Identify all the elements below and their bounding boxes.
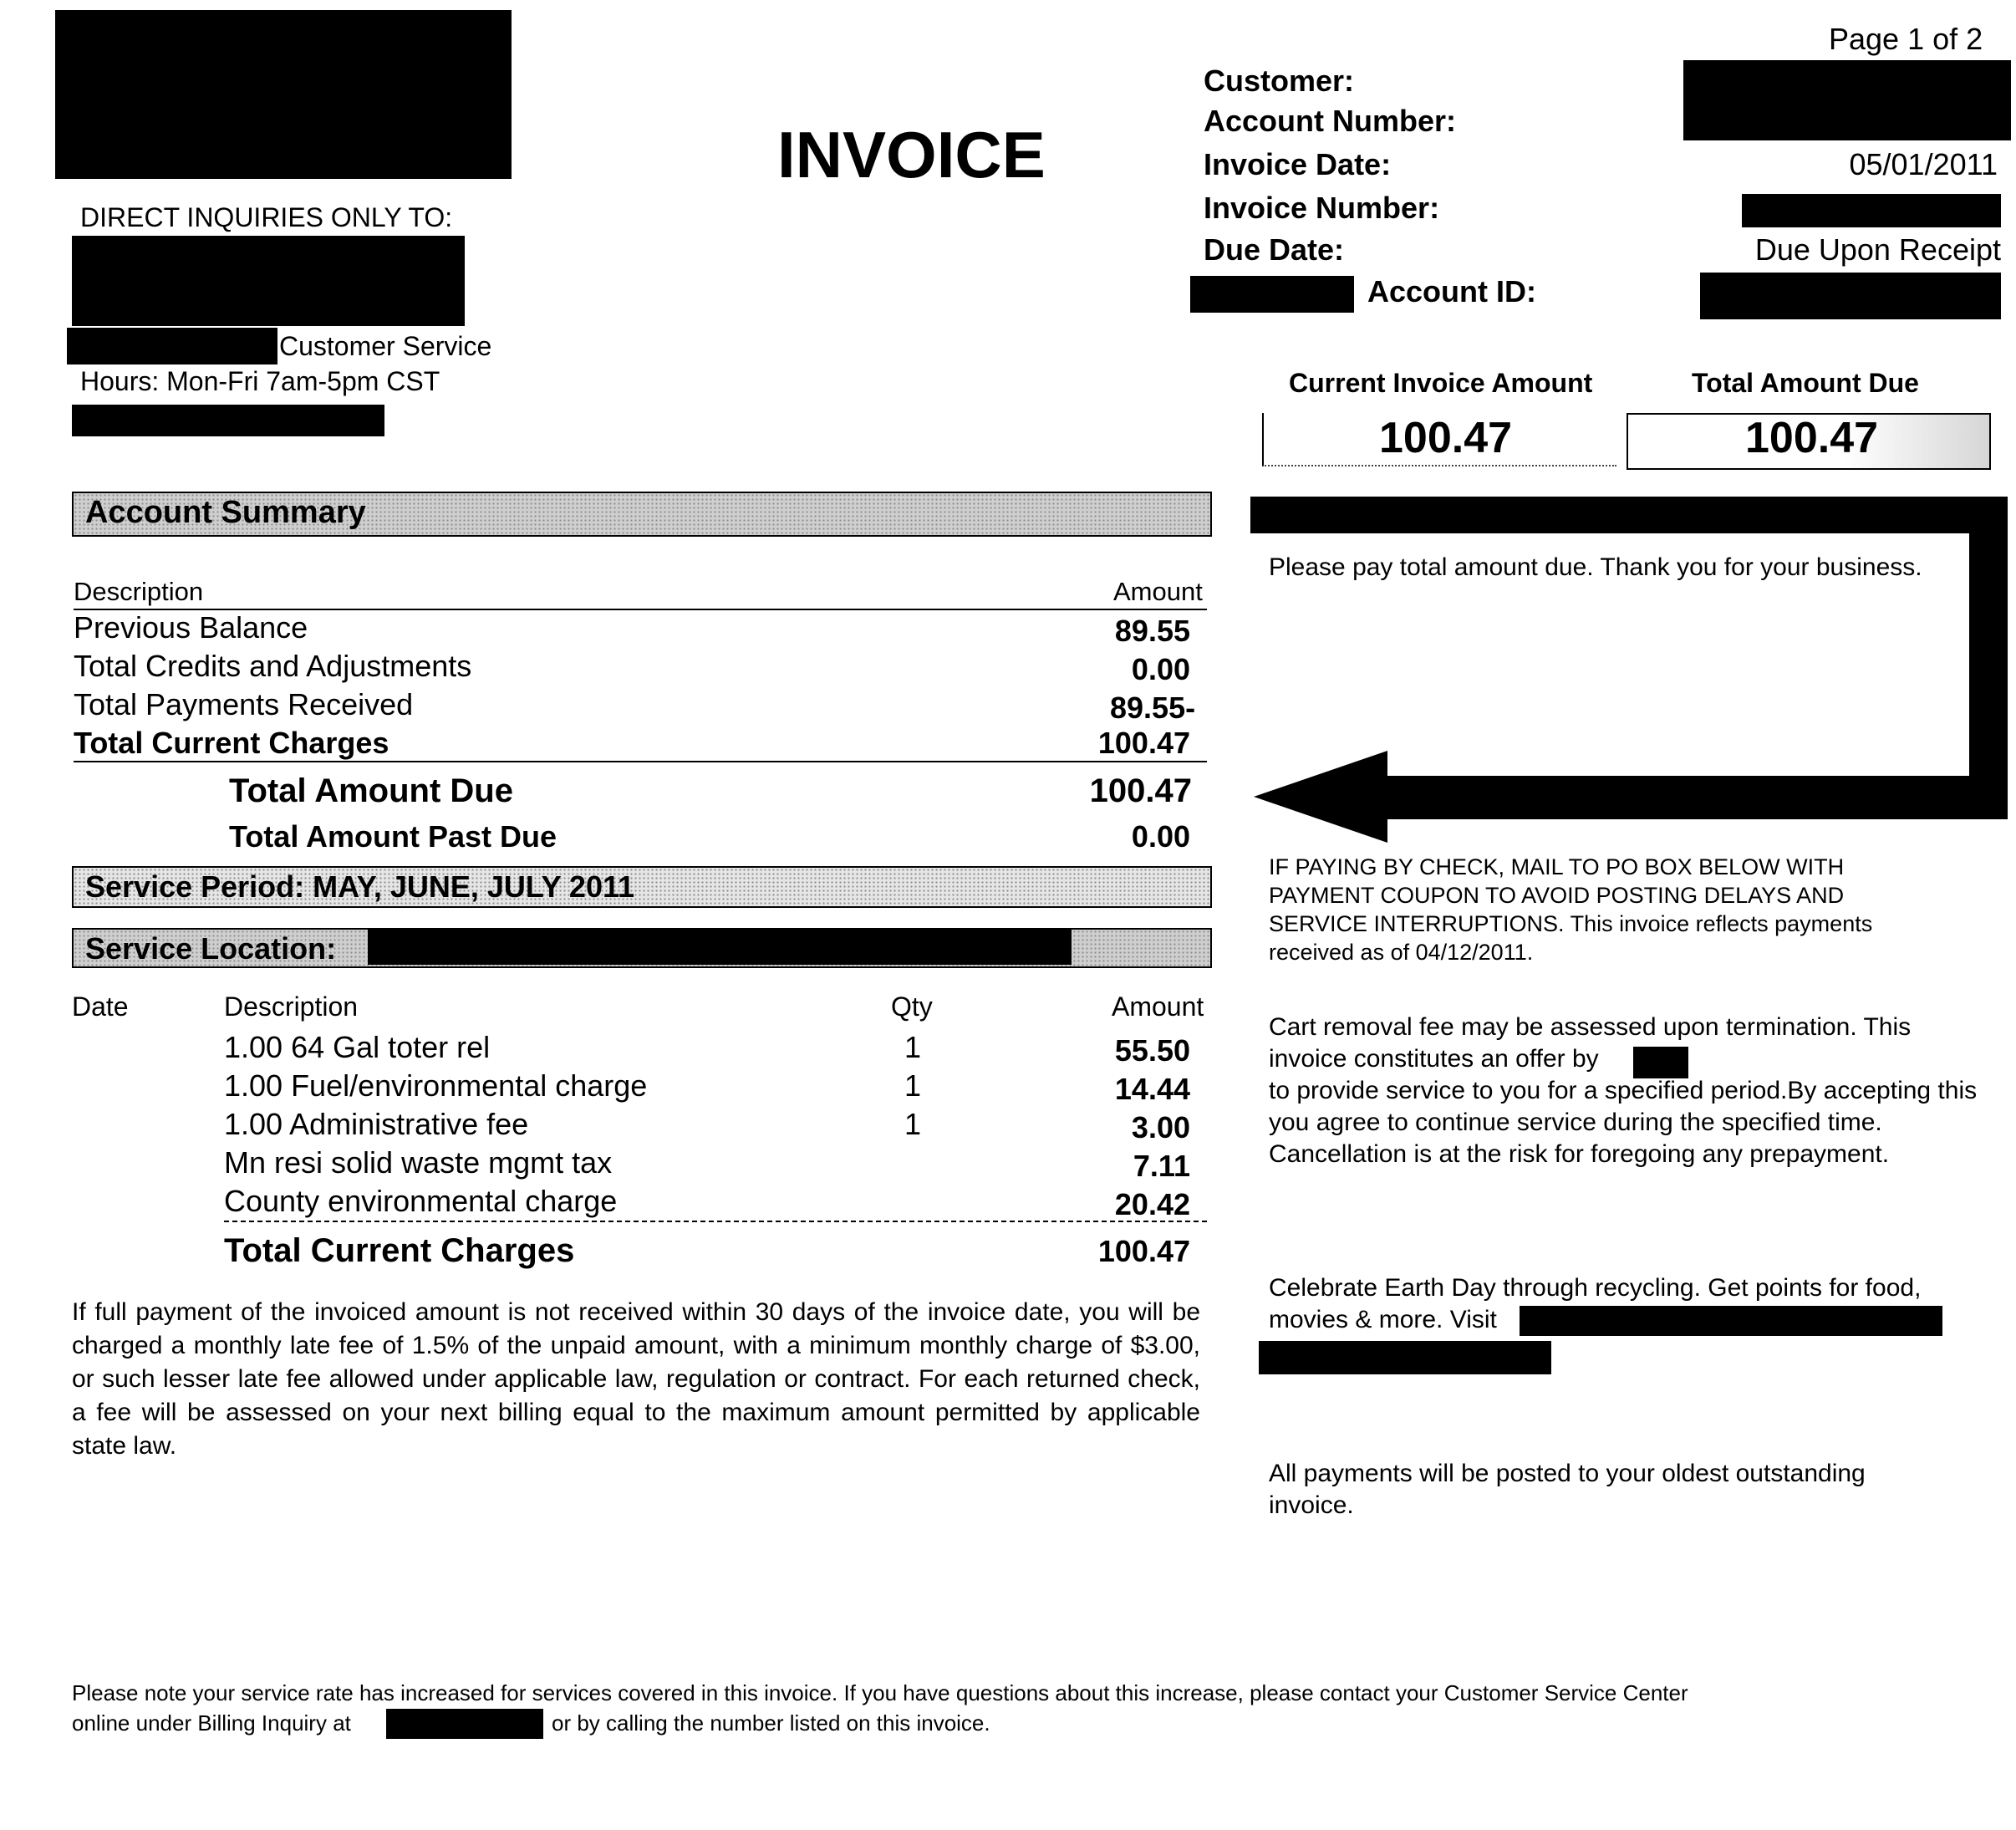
notice-panel-bottom-bar — [1382, 776, 2008, 819]
invoice-date-value: 05/01/2011 — [1849, 147, 1998, 181]
charges-total-rule — [224, 1221, 1207, 1222]
charges-total-amount: 100.47 — [1097, 1234, 1190, 1268]
charge-description: 1.00 Fuel/environmental charge — [224, 1068, 648, 1103]
service-period-bar — [72, 866, 1212, 908]
footer-rate-notice: Please note your service rate has increased for services covered in this invoice. If you have questions about this increase, please contact your Customer Service Center — [72, 1680, 1688, 1705]
charge-amount: 20.42 — [1114, 1187, 1190, 1221]
notice-panel-right-bar — [1969, 497, 2008, 819]
please-pay-notice: Please pay total amount due. Thank you for your business. — [1269, 553, 1922, 581]
account-number-label: Account Number: — [1204, 104, 1457, 138]
due-date-value: Due Upon Receipt — [1754, 232, 2001, 267]
customer-value-redacted — [1683, 60, 2011, 140]
summary-past-due-amount: 0.00 — [1131, 819, 1190, 854]
charges-total-label: Total Current Charges — [224, 1232, 575, 1269]
charges-col-qty: Qty — [891, 991, 933, 1022]
charge-description: Mn resi solid waste mgmt tax — [224, 1145, 613, 1180]
check-payment-notice: IF PAYING BY CHECK, MAIL TO PO BOX BELOW WITH PAYMENT COUPON TO AVOID POSTING DELAYS AND SERVICE INTERRUPTIONS. This invoice reflects payments received as of 04/12/2011. — [1269, 854, 1873, 965]
cart-removal-notice-part1: Cart removal fee may be assessed upon termination. This invoice constitutes an offer by — [1269, 1013, 1912, 1073]
charge-description: 1.00 Administrative fee — [224, 1107, 529, 1141]
summary-row-amount: 89.55- — [1110, 691, 1196, 725]
inquiries-name-redacted — [72, 236, 465, 326]
summary-row-amount: 89.55 — [1114, 614, 1190, 648]
website-redacted-1 — [1520, 1306, 1942, 1336]
address-redacted — [72, 405, 384, 436]
summary-total-due-label: Total Amount Due — [229, 772, 513, 809]
footer-billing-inquiry-end: or by calling the number listed on this invoice. — [552, 1710, 990, 1736]
invoice-date-label: Invoice Date: — [1204, 147, 1392, 181]
summary-col-amount: Amount — [1113, 577, 1203, 606]
invoice-number-redacted — [1742, 194, 2001, 227]
summary-row-label: Total Credits and Adjustments — [74, 649, 472, 683]
charge-amount: 7.11 — [1133, 1149, 1190, 1183]
current-invoice-amount-value: 100.47 — [1379, 414, 1513, 462]
charges-col-date: Date — [72, 991, 129, 1022]
notice-panel-top-bar — [1250, 497, 2008, 533]
total-amount-due-value: 100.47 — [1745, 414, 1879, 462]
account-id-prefix-redacted — [1190, 276, 1354, 313]
charges-col-amount: Amount — [1112, 991, 1204, 1022]
charge-amount: 55.50 — [1114, 1033, 1190, 1068]
phone-redacted — [67, 328, 277, 364]
summary-past-due-label: Total Amount Past Due — [229, 819, 557, 854]
summary-col-description: Description — [74, 577, 204, 606]
charge-qty: 1 — [904, 1107, 922, 1141]
account-summary-heading: Account Summary — [85, 495, 366, 530]
account-id-value-redacted — [1700, 273, 2001, 319]
billing-url-redacted — [386, 1709, 543, 1739]
inquiries-label: DIRECT INQUIRIES ONLY TO: — [80, 202, 453, 232]
invoice-title: INVOICE — [777, 118, 1046, 191]
service-period: Service Period: MAY, JUNE, JULY 2011 — [85, 869, 635, 904]
invoice-number-label: Invoice Number: — [1204, 191, 1440, 225]
service-location-redacted — [368, 930, 1072, 965]
earth-day-notice: Celebrate Earth Day through recycling. Get points for food, movies & more. Visit — [1269, 1274, 1922, 1333]
summary-row-label: Total Payments Received — [74, 687, 414, 721]
charge-qty: 1 — [904, 1068, 922, 1103]
footer-billing-inquiry: online under Billing Inquiry at — [72, 1710, 351, 1736]
service-hours: Hours: Mon-Fri 7am-5pm CST — [80, 366, 440, 396]
charge-amount: 3.00 — [1131, 1110, 1190, 1144]
website-redacted-2 — [1259, 1341, 1551, 1374]
charge-qty: 1 — [904, 1030, 922, 1064]
summary-total-due-amount: 100.47 — [1089, 772, 1192, 809]
page-indicator: Page 1 of 2 — [1829, 22, 1983, 56]
summary-total-current-label: Total Current Charges — [74, 726, 389, 760]
company-name-redacted — [1633, 1047, 1688, 1078]
total-amount-due-label: Total Amount Due — [1692, 368, 1919, 398]
company-logo-redacted — [55, 10, 512, 179]
summary-total-current-amount: 100.47 — [1097, 726, 1190, 760]
summary-row-amount: 0.00 — [1131, 652, 1190, 686]
summary-total-rule — [74, 761, 1207, 762]
summary-row-label: Previous Balance — [74, 610, 308, 645]
account-summary-heading-bar — [72, 492, 1212, 537]
charge-amount: 14.44 — [1114, 1072, 1190, 1106]
charges-col-description: Description — [224, 991, 359, 1022]
charge-description: 1.00 64 Gal toter rel — [224, 1030, 491, 1064]
oldest-invoice-notice: All payments will be posted to your oldest outstanding invoice. — [1269, 1460, 1866, 1519]
current-invoice-amount-label: Current Invoice Amount — [1289, 368, 1593, 398]
cart-removal-notice-part2: to provide service to you for a specified period.By accepting this you agree to continue service during the specified time. Cancellation is at the risk for foregoing any prepayment. — [1269, 1077, 1978, 1168]
due-date-label: Due Date: — [1204, 232, 1345, 267]
customer-service-label: Customer Service — [279, 331, 492, 361]
late-fee-notice: If full payment of the invoiced amount is not received within 30 days of the invoice date, you will be charged a monthly late fee of 1.5% of the unpaid amount, with a minimum monthly charge of $3.00, or such lesser late fee allowed under applicable law, regulation or contract. For each returned check, a fee will be assessed on your next billing equal to the maximum amount permitted by applicable state law. — [72, 1298, 1200, 1460]
arrow-left-icon — [1254, 751, 1396, 843]
service-location-label: Service Location: — [85, 931, 337, 966]
charge-description: County environmental charge — [224, 1184, 618, 1218]
customer-label: Customer: — [1204, 64, 1355, 98]
account-id-label: Account ID: — [1367, 274, 1536, 308]
